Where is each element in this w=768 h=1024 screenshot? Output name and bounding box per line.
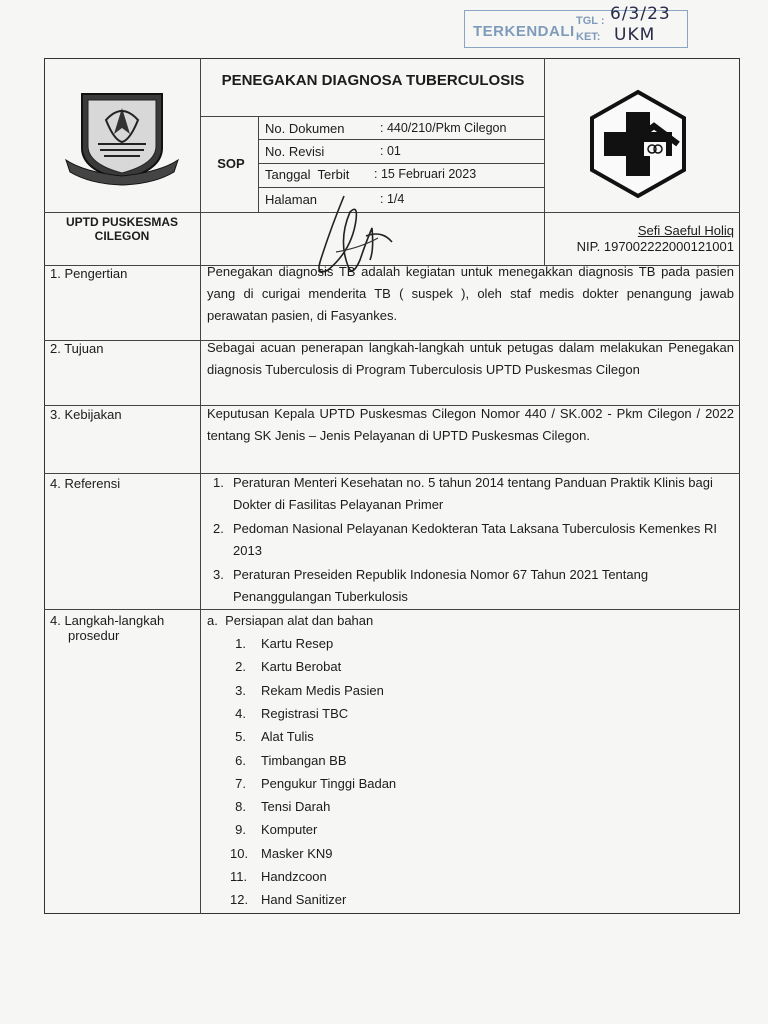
stamp-note-label: KET: (576, 31, 601, 43)
tool-name: Registrasi TBC (261, 705, 349, 721)
tool-name: Tensi Darah (261, 799, 331, 815)
meta-value-halaman: : 1/4 (380, 192, 405, 206)
tool-number: 1. (235, 636, 246, 651)
grid-line (258, 187, 544, 188)
document-title: PENEGAKAN DIAGNOSA TUBERCULOSIS (221, 72, 525, 89)
meta-value-tanggal: : 15 Februari 2023 (374, 167, 477, 181)
handwritten-date: 6/3/23 (610, 4, 671, 24)
tool-name: Komputer (261, 822, 318, 838)
tool-number: 7. (235, 775, 246, 791)
institution-name: UPTD PUSKESMAS CILEGON (65, 215, 178, 243)
grid-line (258, 163, 544, 164)
section-label-tujuan: 2. Tujuan (50, 341, 104, 356)
meta-value-revisi: : 01 (380, 144, 401, 158)
tool-number: 12. (230, 892, 249, 908)
tool-number: 9. (235, 822, 246, 838)
step-subheading: a. Persiapan alat dan bahan (207, 613, 374, 628)
meta-value-dokumen: : 440/210/Pkm Cilegon (380, 121, 507, 135)
section-label-referensi: 4. Referensi (50, 476, 121, 491)
reference-text: Peraturan Preseiden Republik Indonesia Nomor 67 Tahun 2021 Tentang Penanggulangan Tuberkulosis (233, 567, 649, 604)
section-label-langkah: 4. Langkah-langkah (50, 613, 165, 628)
grid-line (200, 58, 201, 914)
sop-label: SOP (217, 156, 245, 171)
reference-item (213, 472, 734, 516)
signer-name: Sefi Saeful Holiq (637, 223, 734, 238)
city-emblem-logo (64, 90, 180, 186)
tool-name: Rekam Medis Pasien (261, 682, 384, 698)
meta-label-halaman: Halaman (265, 192, 318, 207)
reference-item (213, 518, 734, 562)
tool-number: 3. (235, 682, 246, 698)
tool-number: 10. (230, 845, 249, 861)
signer-block (544, 223, 740, 255)
handwritten-note: UKM (614, 25, 656, 45)
grid-line (44, 609, 740, 610)
section-text-tujuan: Sebagai acuan penerapan langkah-langkah untuk petugas dalam melakukan Penegakan diagnosis Tuberculosis di Program Tuberculosis UPTD Puskesmas Cilegon (207, 340, 734, 377)
reference-text: Peraturan Menteri Kesehatan no. 5 tahun 2014 tentang Panduan Praktik Klinis bagi Dokter di Fasilitas Pelayanan Primer (233, 475, 713, 512)
stamp-date-label: TGL : (576, 15, 605, 27)
tool-number: 5. (235, 729, 246, 745)
tool-name: Timbangan BB (261, 752, 347, 768)
grid-line (258, 139, 544, 140)
reference-number: 1. (213, 475, 224, 490)
tool-number: 2. (235, 659, 246, 675)
meta-label-tanggal: Tanggal Terbit (265, 167, 350, 182)
reference-number: 2. (213, 521, 224, 536)
section-label-langkah-cont: prosedur (68, 628, 120, 643)
reference-text: Pedoman Nasional Pelayanan Kedokteran Tata Laksana Tuberculosis Kemenkes RI 2013 (233, 521, 717, 558)
tool-name: Pengukur Tinggi Badan (261, 775, 397, 791)
meta-label-dokumen: No. Dokumen (265, 121, 345, 136)
section-text-pengertian: Penegakan diagnosis TB adalah kegiatan untuk menegakkan diagnosis TB pada pasien yang di curigai menderita TB ( suspek ), oleh staf medis dokter penangung jawab perawatan pasien, di Fasyankes. (207, 264, 734, 323)
reference-item (213, 564, 734, 608)
tool-number: 6. (235, 752, 246, 768)
reference-number: 3. (213, 567, 224, 582)
grid-line (200, 116, 544, 117)
puskesmas-logo (590, 90, 686, 198)
tool-name: Kartu Resep (261, 636, 334, 651)
tool-name: Masker KN9 (261, 845, 333, 861)
section-label-pengertian: 1. Pengertian (50, 266, 128, 281)
tool-name: Hand Sanitizer (261, 892, 347, 908)
section-label-kebijakan: 3. Kebijakan (50, 407, 122, 422)
tool-name: Handzcoon (261, 869, 327, 884)
tool-number: 8. (235, 799, 246, 815)
tool-number: 11. (230, 869, 248, 884)
tool-name: Alat Tulis (261, 729, 314, 745)
grid-line (258, 116, 259, 212)
section-text-kebijakan: Keputusan Kepala UPTD Puskesmas Cilegon Nomor 440 / SK.002 - Pkm Cilegon / 2022 tentang SK Jenis – Jenis Pelayanan di UPTD Puskesmas Cilegon. (207, 406, 734, 443)
signer-nip: NIP. 197002222000121001 (576, 239, 734, 254)
stamp-text: TERKENDALI (473, 23, 575, 40)
tool-number: 4. (235, 705, 246, 721)
meta-label-revisi: No. Revisi (265, 144, 325, 159)
tool-name: Kartu Berobat (261, 659, 342, 675)
